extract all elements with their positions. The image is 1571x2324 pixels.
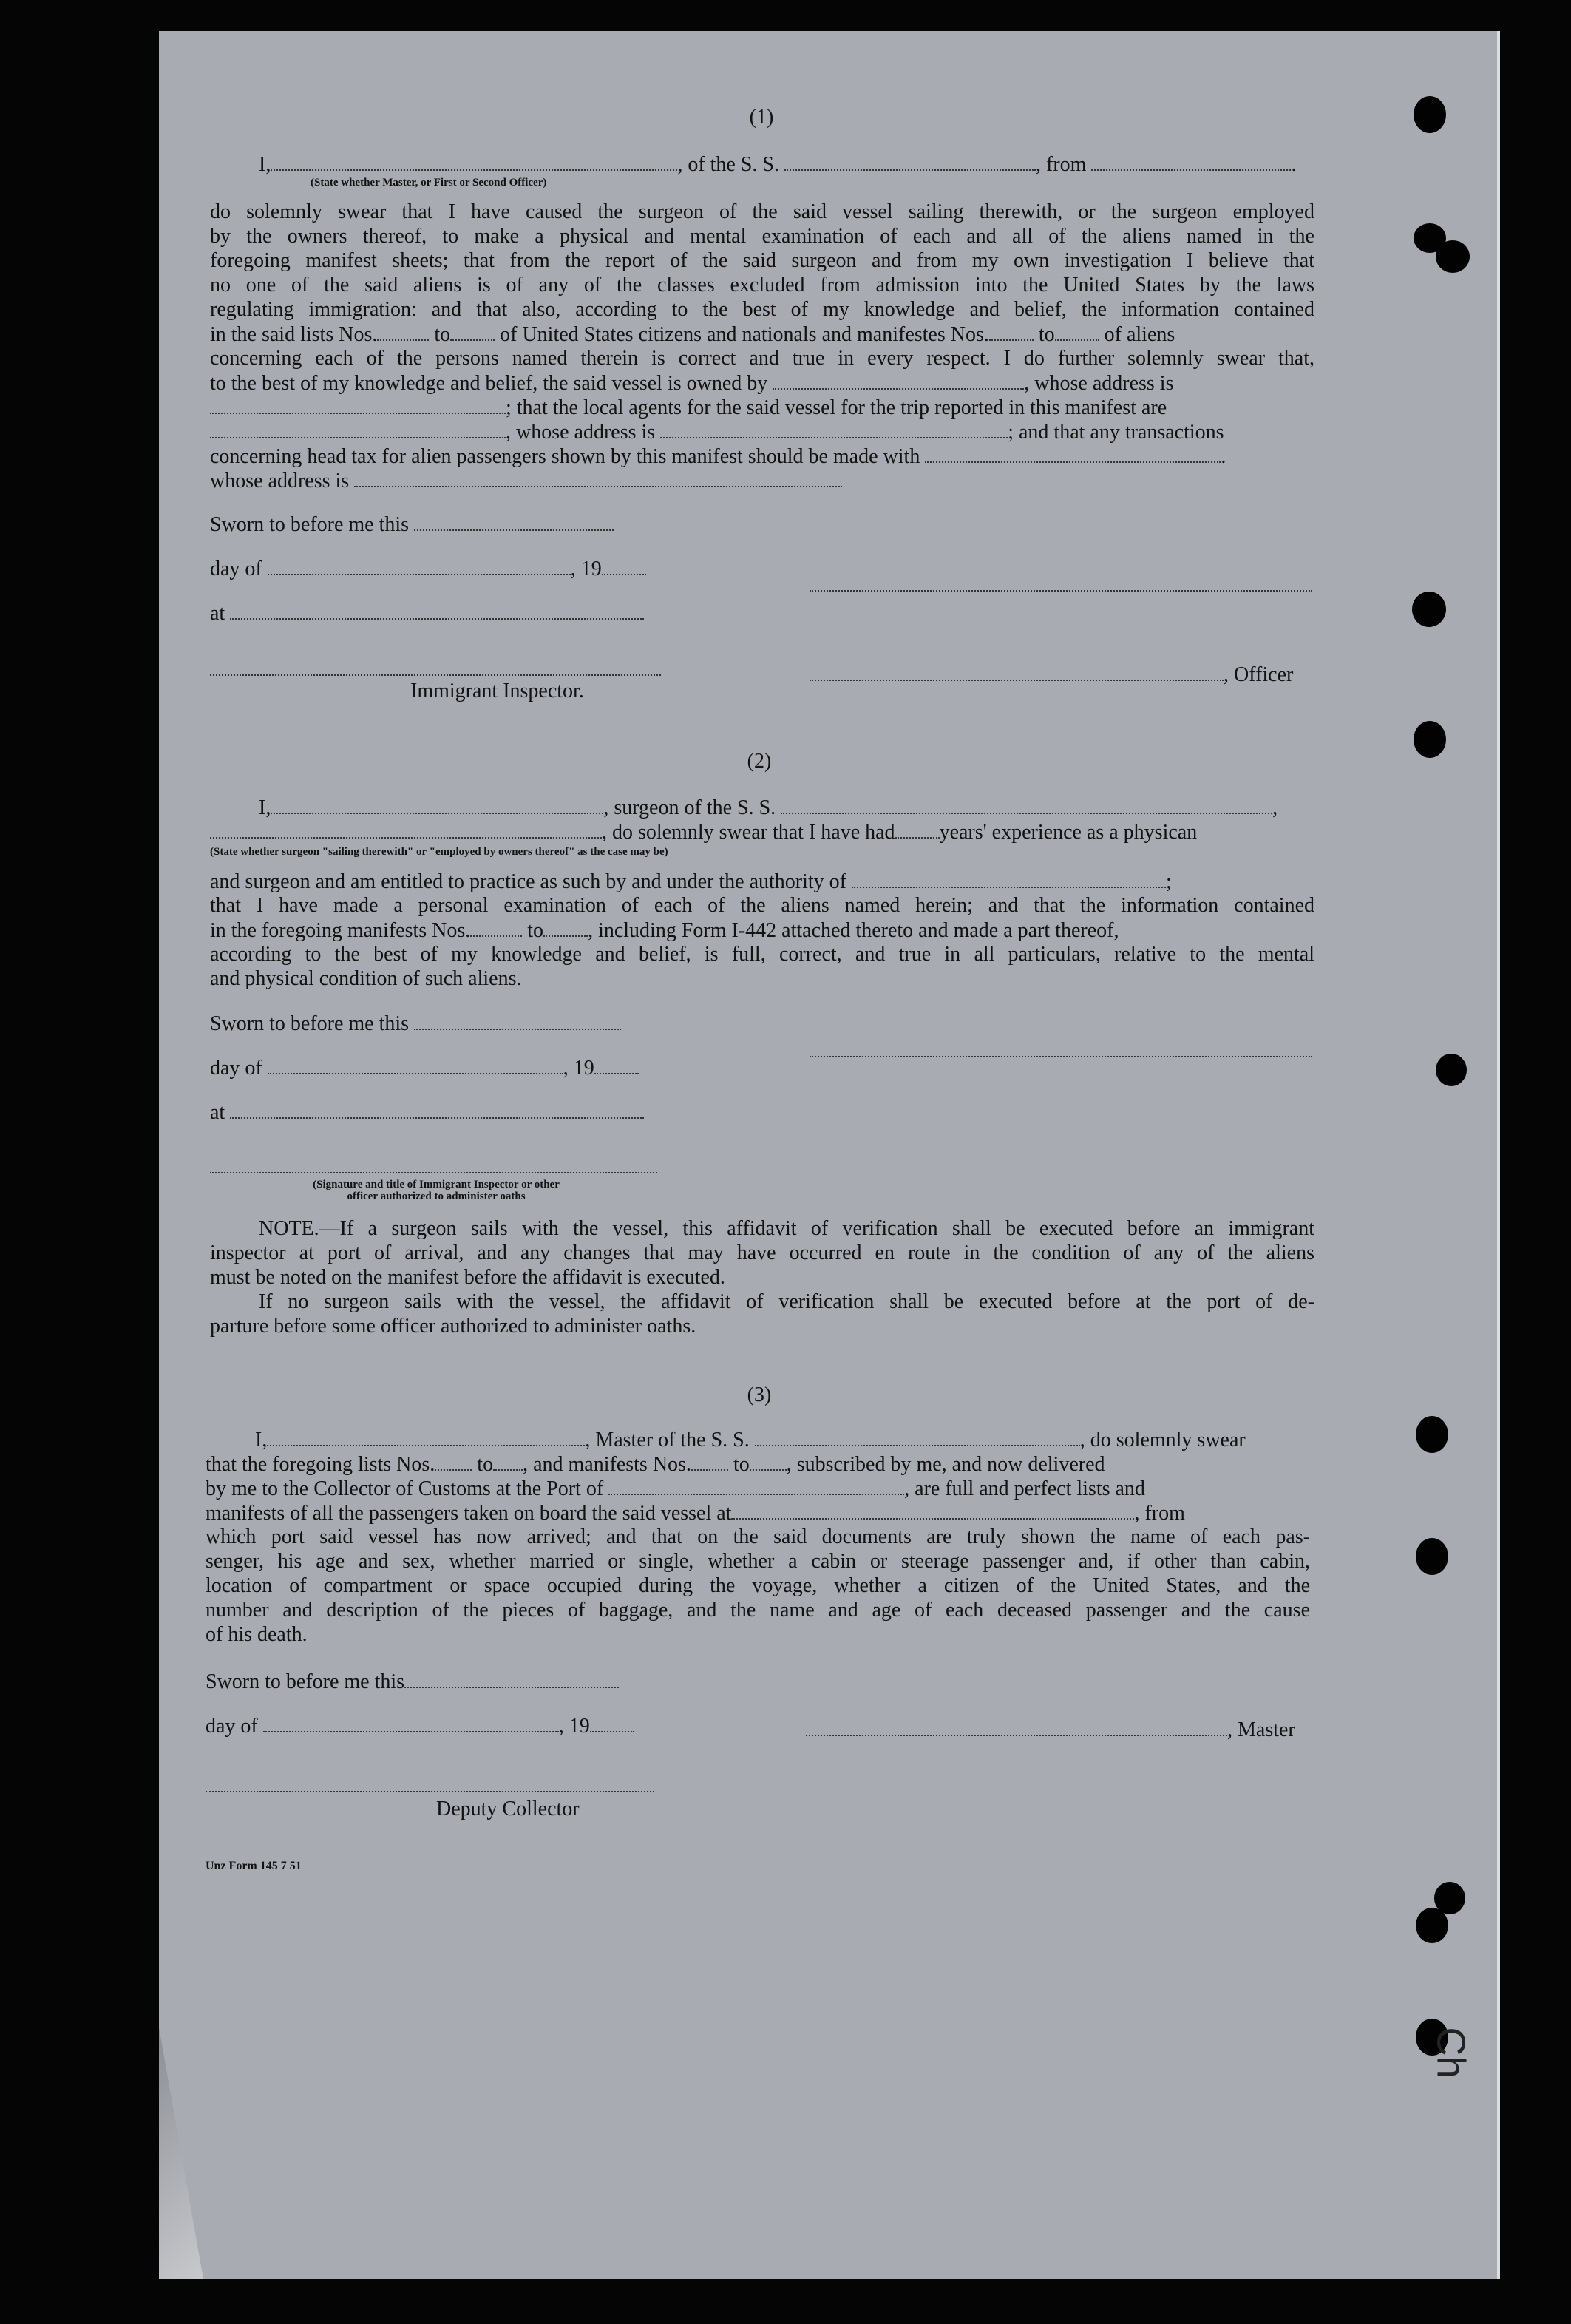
section-3-text: senger, his age and sex, whether married or single, whether a cabin or steerage passenger and, if other than cabin,	[206, 1550, 1310, 1573]
note-text: NOTE.—If a surgeon sails with the vessel, this affidavit of verification shall be executed before an immigrant	[259, 1217, 1314, 1240]
section-1-text: concerning each of the persons named therein is correct and true in every respect. I do further solemnly swear that,	[210, 347, 1314, 370]
section-3-text: number and description of the pieces of baggage, and the name and age of each deceased passenger and the cause	[206, 1599, 1310, 1622]
binder-hole	[1436, 1054, 1467, 1086]
section-3-intro-line: I, , Master of the S. S. , do solemnly swear	[255, 1429, 1246, 1451]
section-1-owner-line: to the best of my knowledge and belief, the said vessel is owned by , whose address is	[210, 372, 1174, 395]
signature-line	[810, 1056, 1312, 1057]
section-2-number: (2)	[747, 750, 772, 773]
section-3-text: which port said vessel has now arrived; and that on the said documents are truly shown the name of each pas-	[206, 1525, 1310, 1548]
form-number: Unz Form 145 7 51	[206, 1860, 302, 1872]
surgeon-note: (State whether surgeon "sailing therewith" or "employed by owners thereof" as the case may be)	[210, 846, 668, 858]
immigrant-inspector-label: Immigrant Inspector.	[410, 680, 584, 702]
section-3-number: (3)	[747, 1383, 772, 1406]
section-1-number: (1)	[749, 106, 774, 129]
master-line: , Master	[806, 1717, 1295, 1742]
deputy-collector-label: Deputy Collector	[436, 1798, 580, 1820]
section-1-intro-line: I, , of the S. S. , from .	[259, 153, 1297, 176]
collector-signature-line	[206, 1791, 654, 1792]
sworn-label: Sworn to before me this	[206, 1669, 619, 1694]
section-2-text: that I have made a personal examination of each of the aliens named herein; and that the information contained	[210, 894, 1314, 917]
section-2-authority-line: and surgeon and am entitled to practice as such by and under the authority of ;	[210, 870, 1172, 893]
binder-hole	[1414, 96, 1446, 133]
at-label: at	[210, 600, 644, 626]
inspector-signature-line	[210, 674, 661, 676]
officer-note: (State whether Master, or First or Second Officer)	[311, 177, 547, 189]
section-1-headtax-line: concerning head tax for alien passengers shown by this manifest should be made with .	[210, 445, 1226, 468]
section-3-vessel-line: manifests of all the passengers taken on board the said vessel at , from	[206, 1502, 1185, 1525]
section-3-text: location of compartment or space occupied during the voyage, whether a citizen of the United States, and the	[206, 1574, 1310, 1597]
binder-hole	[1416, 1538, 1448, 1575]
section-2-intro-line: I, , surgeon of the S. S. ,	[259, 796, 1278, 819]
binder-hole	[1416, 1908, 1448, 1943]
binder-hole	[1416, 1416, 1448, 1453]
note-text: inspector at port of arrival, and any changes that may have occurred en route in the condition of any of the aliens	[210, 1241, 1314, 1264]
officer-line: , Officer	[810, 662, 1293, 687]
binder-hole	[1436, 240, 1470, 273]
section-3-lists-line: that the foregoing lists Nos. to , and manifests Nos. to , subscribed by me, and now delivered	[206, 1453, 1105, 1476]
at-label: at	[210, 1100, 644, 1125]
day-of-label: day of , 19	[210, 556, 646, 581]
section-1-whose-line: whose address is	[210, 468, 842, 493]
sworn-label: Sworn to before me this	[210, 512, 614, 537]
folded-corner	[159, 2027, 203, 2279]
section-1-text: foregoing manifest sheets; that from the report of the said surgeon and from my own investigation I believe that	[210, 249, 1314, 272]
section-1-text: no one of the said aliens is of any of the classes excluded from admission into the United States by the laws	[210, 274, 1314, 297]
section-1-address-line: , whose address is ; and that any transactions	[210, 419, 1224, 444]
day-of-label: day of , 19	[206, 1713, 634, 1738]
inspector-signature-line	[210, 1172, 657, 1173]
note-text: If no surgeon sails with the vessel, the affidavit of verification shall be executed before at the port of de-	[259, 1290, 1314, 1313]
section-2-text: according to the best of my knowledge and belief, is full, correct, and true in all particulars, relative to the mental	[210, 943, 1314, 966]
day-of-label: day of , 19	[210, 1055, 639, 1080]
signature-note: officer authorized to administer oaths	[347, 1190, 526, 1202]
section-3-text: of his death.	[206, 1623, 308, 1646]
handwritten-mark: Ch	[1428, 2027, 1473, 2079]
section-1-text: do solemnly swear that I have caused the surgeon of the said vessel sailing therewith, or the surgeon employed	[210, 200, 1314, 223]
section-2-manifest-line: in the foregoing manifests Nos. to , including Form I-442 attached thereto and made a part thereof,	[210, 919, 1119, 942]
signature-line	[810, 590, 1312, 592]
sworn-label: Sworn to before me this	[210, 1011, 621, 1036]
section-2-text: and physical condition of such aliens.	[210, 967, 522, 990]
section-1-text: regulating immigration: and that also, according to the best of my knowledge and belief, the information contained	[210, 298, 1314, 321]
section-1-list-line: in the said lists Nos. to of United States citizens and nationals and manifestes Nos. to of aliens	[210, 323, 1175, 346]
note-text: must be noted on the manifest before the affidavit is executed.	[210, 1266, 725, 1289]
section-2-experience-line: , do solemnly swear that I have had years' experience as a physican	[210, 819, 1197, 844]
note-text: parture before some officer authorized to administer oaths.	[210, 1315, 696, 1338]
binder-hole	[1412, 592, 1446, 627]
section-1-text: by the owners thereof, to make a physical and mental examination of each and all of the aliens named in the	[210, 225, 1314, 248]
binder-hole	[1414, 721, 1446, 758]
section-3-port-line: by me to the Collector of Customs at the Port of , are full and perfect lists and	[206, 1477, 1145, 1500]
signature-note: (Signature and title of Immigrant Inspector or other	[313, 1179, 560, 1190]
section-1-agents-line: ; that the local agents for the said vessel for the trip reported in this manifest are	[210, 395, 1167, 420]
